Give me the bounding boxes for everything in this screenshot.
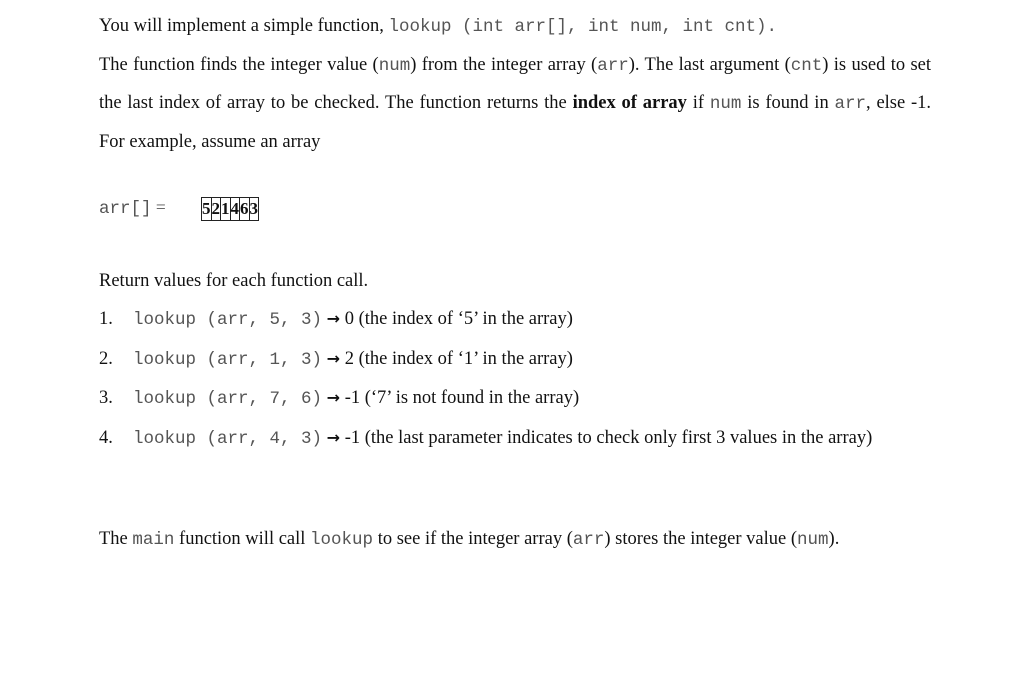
code-arr: arr [572,530,605,550]
list-item [99,300,931,340]
list-item-number: 3. [99,388,113,408]
right-arrow-icon: → [326,388,341,407]
main-text: The [99,529,128,549]
array-label-equals: = [155,197,166,217]
description-text: ) is used to set the last index of array to be checked. The function returns the [99,54,931,113]
main-paragraph [99,521,931,560]
code-cnt: cnt [790,55,823,76]
document-page [99,8,932,550]
array-table [201,197,259,221]
intro-line [99,8,931,47]
list-item [99,379,931,419]
result-text: -1 (the last parameter indicates to check only first 3 values in the array) [344,427,873,448]
result-text: -1 (‘7’ is not found in the array) [344,388,580,408]
main-text: to see if the integer array ( [377,529,573,549]
function-call: lookup (arr, 5, 3) [133,310,323,330]
description-paragraph [99,47,931,162]
array-cell: 3 [249,198,259,221]
list-item-number: 4. [99,427,113,448]
list-item [99,340,931,380]
function-call: lookup (arr, 4, 3) [133,428,323,449]
right-arrow-icon: → [326,427,341,447]
return-values-title: Return values for each function call. [99,271,369,291]
code-main: main [132,530,175,550]
right-arrow-icon: → [326,309,341,328]
description-text: ) from the integer array ( [410,54,598,75]
list-item-number: 2. [99,348,113,369]
list-item-body [133,340,573,380]
list-item-number: 1. [99,309,113,329]
array-cell: 6 [240,198,250,221]
function-call: lookup (arr, 1, 3) [133,349,323,370]
list-item [99,419,931,459]
function-call: lookup (arr, 7, 6) [133,389,323,409]
array-cell: 2 [211,198,221,221]
result-text: 0 (the index of ‘5’ in the array) [344,309,573,329]
code-num: num [797,530,829,550]
code-arr: arr [834,94,867,114]
list-item-body [133,419,872,459]
right-arrow-icon: → [326,348,341,368]
code-lookup: lookup [310,530,374,550]
array-label [99,194,166,222]
description-text: , else -1. For example, assume an array [99,93,932,152]
main-text: function will call [179,529,306,549]
main-text: ). [828,529,840,549]
intro-text: You will implement a simple function, [99,16,384,36]
code-arr: arr [597,55,629,76]
return-values-list [99,300,931,458]
array-cell: 5 [202,198,212,221]
code-num: num [378,55,411,76]
description-text: if [692,93,705,113]
list-item-body [133,300,573,340]
list-item-body [133,379,579,419]
array-label-code: arr[] [99,199,152,219]
description-text: The function finds the integer value ( [99,54,379,75]
function-signature: lookup (int arr[], int num, int cnt). [388,17,778,37]
description-text: is found in [747,93,829,113]
array-cell: 4 [230,198,240,221]
array-cell: 1 [221,198,231,221]
main-text: ) stores the integer value ( [604,529,798,549]
bold-index-of-array: index of array [572,93,687,113]
description-text: ). The last argument ( [628,54,791,75]
code-num: num [709,94,742,114]
result-text: 2 (the index of ‘1’ in the array) [344,348,573,369]
